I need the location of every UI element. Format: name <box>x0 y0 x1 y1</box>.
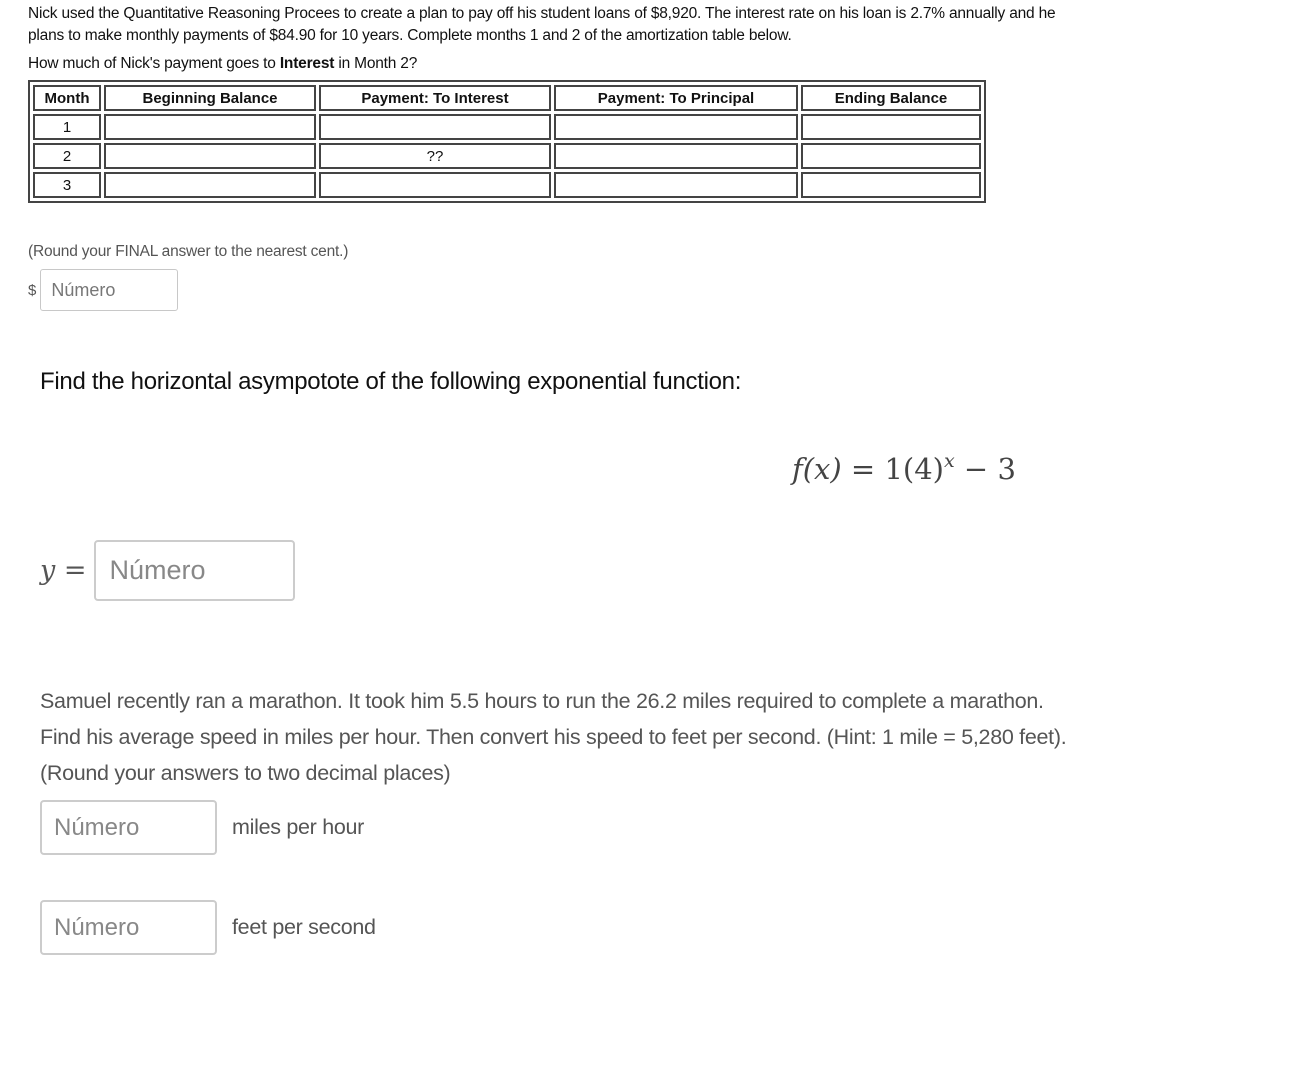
amortization-table <box>28 80 986 203</box>
cell-ending-balance <box>801 143 981 169</box>
cell-payment-to-interest <box>319 114 551 140</box>
table-row <box>33 143 981 169</box>
question-text-post: in Month 2? <box>334 55 418 72</box>
header-payment-to-principal: Payment: To Principal <box>554 85 798 111</box>
cell-month: 3 <box>33 172 101 198</box>
interest-answer-input[interactable] <box>40 269 178 311</box>
cell-payment-to-interest: ?? <box>319 143 551 169</box>
formula-lhs: f(x) <box>792 452 842 486</box>
cell-month: 2 <box>33 143 101 169</box>
formula-tail: − 3 <box>954 452 1016 486</box>
table-row <box>33 114 981 140</box>
header-beginning-balance: Beginning Balance <box>104 85 316 111</box>
cell-month: 1 <box>33 114 101 140</box>
y-equals-label <box>40 555 86 586</box>
currency-symbol: $ <box>28 281 37 299</box>
prompt-line-1: Nick used the Quantitative Reasoning Procees to create a plan to pay off his student loans of $8,920. The interest rate on his loan is 2.7% annually and he <box>28 5 1056 22</box>
cell-beginning-balance <box>104 172 316 198</box>
feet-per-second-label: feet per second <box>232 915 376 939</box>
header-payment-to-interest: Payment: To Interest <box>319 85 551 111</box>
cell-payment-to-principal <box>554 172 798 198</box>
amortization-question <box>28 53 1228 75</box>
miles-per-hour-input[interactable] <box>40 800 217 855</box>
table-header-row <box>33 85 981 111</box>
cell-beginning-balance <box>104 114 316 140</box>
header-ending-balance: Ending Balance <box>801 85 981 111</box>
rounding-note: (Round your FINAL answer to the nearest cent.) <box>28 243 349 260</box>
asymptote-answer-row <box>40 540 295 601</box>
cell-ending-balance <box>801 172 981 198</box>
question-asymptote <box>40 368 1140 586</box>
cell-payment-to-principal <box>554 143 798 169</box>
header-month: Month <box>33 85 101 111</box>
cell-ending-balance <box>801 114 981 140</box>
amortization-prompt <box>28 3 1228 47</box>
marathon-prompt-line-2: Find his average speed in miles per hour. Then convert his speed to feet per second. (Hint: 1 mile = 5,280 feet). <box>40 725 1067 749</box>
equals-sign: = <box>55 555 87 586</box>
fps-answer-row <box>40 900 1240 955</box>
cell-payment-to-interest <box>319 172 551 198</box>
question-marathon <box>40 683 1240 955</box>
table-row <box>33 172 981 198</box>
prompt-line-2: plans to make monthly payments of $84.90 for 10 years. Complete months 1 and 2 of the amortization table below. <box>28 27 792 44</box>
y-variable: y <box>40 555 56 586</box>
question-text-pre: How much of Nick's payment goes to <box>28 55 280 72</box>
asymptote-prompt: Find the horizontal asympotote of the following exponential function: <box>40 368 742 395</box>
cell-payment-to-principal <box>554 114 798 140</box>
question-text-bold: Interest <box>279 55 335 72</box>
interest-answer-row <box>28 269 1228 311</box>
question-amortization <box>28 3 1228 311</box>
feet-per-second-input[interactable] <box>40 900 217 955</box>
marathon-rounding-note: (Round your answers to two decimal places) <box>40 761 451 785</box>
mph-answer-row <box>40 800 1240 855</box>
exponential-function-formula <box>792 450 1016 486</box>
formula-exponent: x <box>943 450 955 472</box>
cell-beginning-balance <box>104 143 316 169</box>
formula-base: = 1(4) <box>841 452 944 486</box>
miles-per-hour-label: miles per hour <box>232 815 365 839</box>
asymptote-answer-input[interactable] <box>94 540 295 601</box>
marathon-prompt-line-1: Samuel recently ran a marathon. It took him 5.5 hours to run the 26.2 miles required to complete a marathon. <box>40 689 1044 713</box>
